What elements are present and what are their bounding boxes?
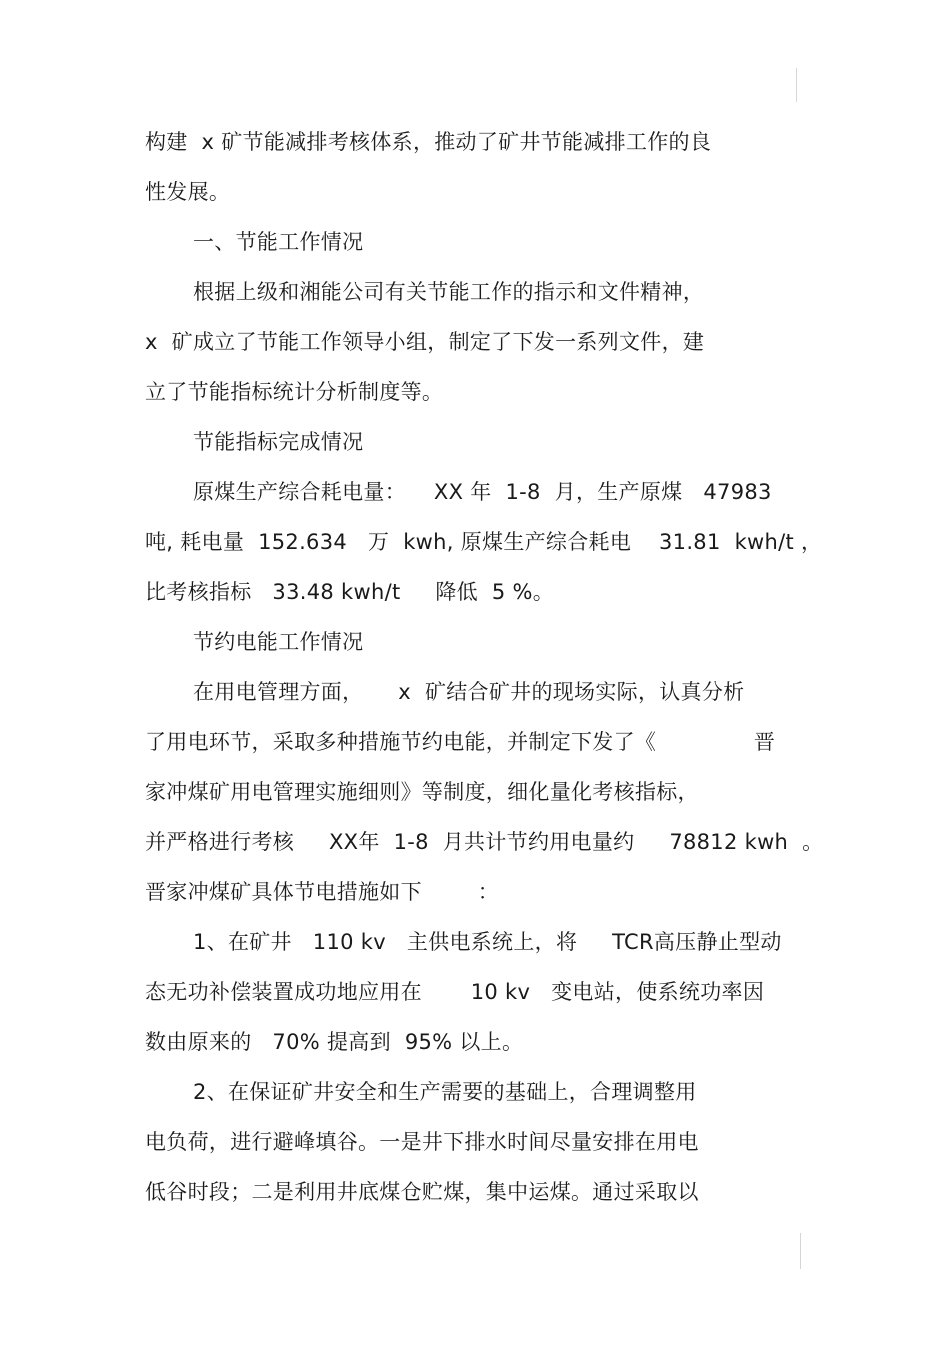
list-item: 1、在矿井 110 kv 主供电系统上，将 TCR高压静止型动 [193,930,782,954]
text-line: 吨, 耗电量 152.634 万 kwh, 原煤生产综合耗电 31.81 kwh/t ， [145,530,823,554]
text-line: 态无功补偿装置成功地应用在 10 kv 变电站，使系统功率因 [145,980,765,1004]
text-line: 比考核指标 33.48 kwh/t 降低 5 %。 [145,580,555,604]
text-line: 电负荷，进行避峰填谷。一是井下排水时间尽量安排在用电 [145,1130,699,1154]
text-line: 家冲煤矿用电管理实施细则》等制度，细化量化考核指标， [145,780,699,804]
text-line: 低谷时段；二是利用井底煤仓贮煤，集中运煤。通过采取以 [145,1180,699,1204]
text-line: 并严格进行考核 XX年 1-8 月共计节约用电量约 78812 kwh 。 [145,830,824,854]
list-item: 2、在保证矿井安全和生产需要的基础上，合理调整用 [193,1080,697,1104]
text-line: x 矿成立了节能工作领导小组，制定了下发一系列文件，建 [145,330,705,354]
text-line: 晋家冲煤矿具体节电措施如下 ： [145,880,500,904]
text-line: 了用电环节，采取多种措施节约电能，并制定下发了《 晋 [145,730,776,754]
subsection-heading: 节约电能工作情况 [193,630,364,654]
subsection-heading: 节能指标完成情况 [193,430,364,454]
text-line: 根据上级和湘能公司有关节能工作的指示和文件精神， [193,280,705,304]
text-line: 立了节能指标统计分析制度等。 [145,380,444,404]
page-corner-mark-bottom [800,1233,801,1269]
page-corner-mark-top [796,68,797,102]
text-line: 在用电管理方面， x 矿结合矿井的现场实际，认真分析 [193,680,745,704]
section-heading: 一、节能工作情况 [193,230,364,254]
text-line: 构建 x 矿节能减排考核体系，推动了矿井节能减排工作的良 [145,130,712,154]
text-line: 数由原来的 70% 提高到 95% 以上。 [145,1030,524,1054]
text-line: 性发展。 [145,180,231,204]
text-line: 原煤生产综合耗电量： XX 年 1-8 月，生产原煤 47983 [193,480,772,504]
